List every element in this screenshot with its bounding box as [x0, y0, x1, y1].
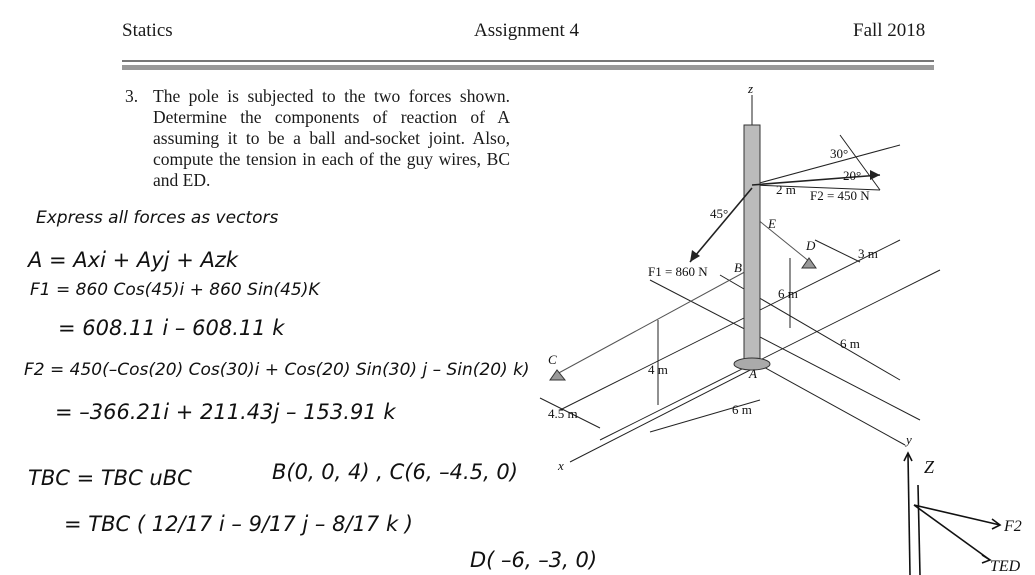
pole	[744, 125, 760, 365]
label-dim-45m: 4.5 m	[548, 406, 578, 421]
header-course: Statics	[122, 20, 173, 41]
label-x: x	[558, 458, 564, 473]
label-b: B	[734, 260, 742, 275]
sketch-ted: TED	[990, 558, 1021, 575]
hw-tbc-result: = TBC ( 12/17 i – 9/17 j – 8/17 k )	[64, 512, 413, 536]
hw-heading: Express all forces as vectors	[36, 208, 279, 228]
guy-wire-ed	[752, 215, 810, 262]
guy-wire-bc	[555, 268, 752, 375]
label-dim-6m-bottom: 6 m	[732, 402, 752, 417]
label-dim-6m-right: 6 m	[840, 336, 860, 351]
label-dim-2m: 2 m	[776, 182, 796, 197]
header-assignment: Assignment 4	[474, 20, 580, 41]
label-angle-20: 20°	[843, 168, 862, 183]
sketch-z: Z	[924, 457, 935, 477]
free-body-sketch	[880, 445, 1030, 575]
sketch-f2: F2	[1004, 518, 1022, 535]
hw-tbc-def: TBC = TBC uBC	[28, 466, 192, 490]
label-angle-45: 45°	[710, 206, 729, 221]
label-a: A	[749, 366, 757, 381]
problem-number: 3.	[125, 86, 139, 106]
hw-f1-def: F1 = 860 Cos(45)i + 860 Sin(45)K	[30, 280, 320, 300]
label-dim-4m: 4 m	[648, 362, 668, 377]
hw-f2-result: = –366.21i + 211.43j – 153.91 k	[55, 400, 396, 424]
header-term: Fall 2018	[853, 20, 926, 41]
f1-arrow	[690, 188, 752, 262]
hw-partial-line: D( –6, –3, 0)	[470, 548, 598, 572]
label-c: C	[548, 352, 557, 367]
label-dim-6m-vertical: 6 m	[778, 286, 798, 301]
label-y: y	[906, 432, 912, 447]
label-f1: F1 = 860 N	[648, 264, 708, 279]
hw-f1-result: = 608.11 i – 608.11 k	[58, 316, 285, 340]
f2-arrowhead	[870, 170, 880, 180]
grid-line	[560, 240, 900, 410]
dim-3m	[815, 240, 860, 262]
label-dim-3m: 3 m	[858, 246, 878, 261]
label-angle-30: 30°	[830, 146, 849, 161]
label-d: D	[806, 238, 816, 253]
hw-coordinates: B(0, 0, 4) , C(6, –4.5, 0)	[272, 460, 518, 484]
hw-f2-def: F2 = 450(–Cos(20) Cos(30)i + Cos(20) Sin(30) j – Sin(20) k)	[24, 360, 530, 380]
support-d	[802, 258, 816, 268]
label-z: z	[748, 81, 754, 96]
label-f2: F2 = 450 N	[810, 188, 870, 203]
label-e: E	[768, 216, 776, 231]
support-c	[550, 370, 565, 380]
y-axis	[760, 365, 905, 445]
hw-vector-a: A = Axi + Ayj + Azk	[28, 248, 239, 272]
grid-line	[600, 270, 940, 440]
problem-text: The pole is subjected to the two forces shown. Determine the components of reaction of A assuming it to be a ball and-socket joint. Also, compute the tension in each of the guy wires, BC and ED.	[153, 86, 510, 190]
